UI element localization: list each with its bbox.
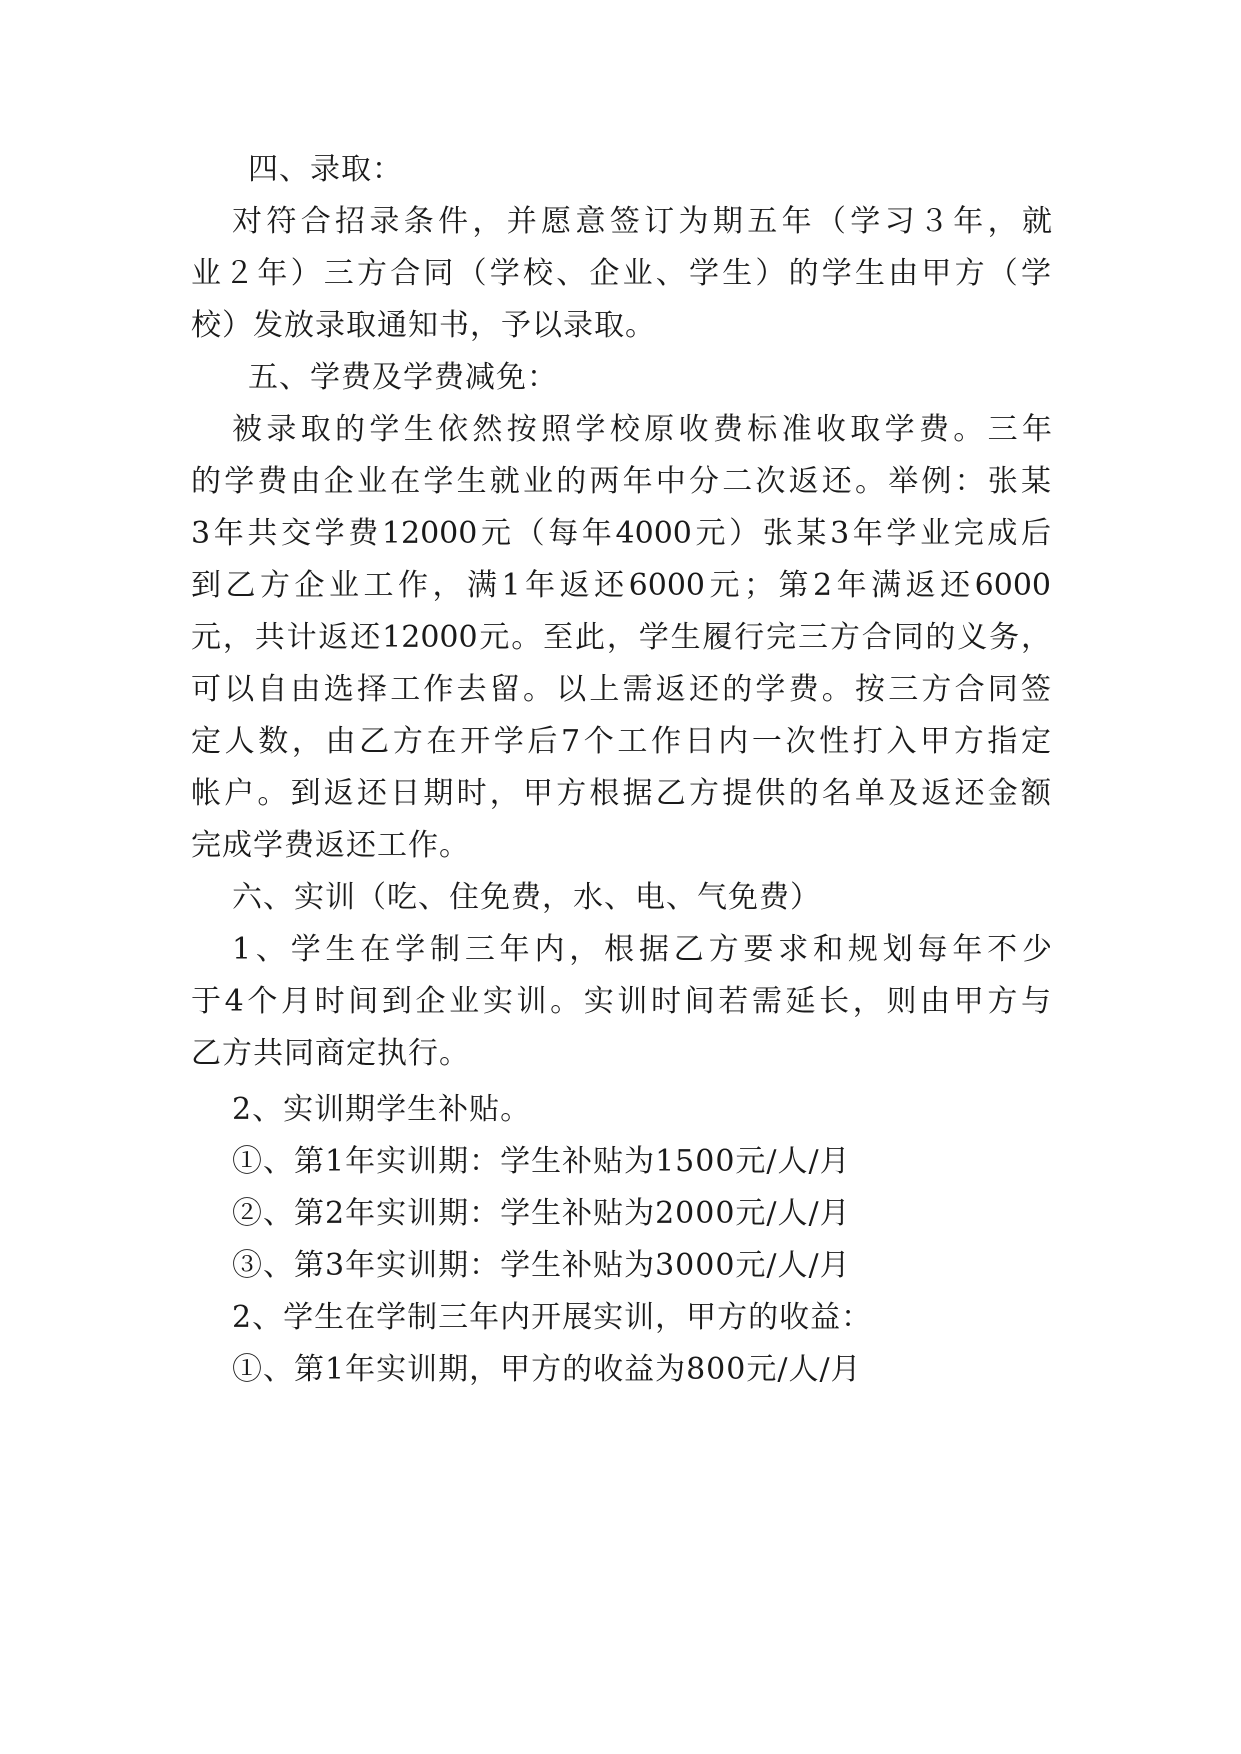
paragraph-line: 1、学生在学制三年内，根据乙方要求和规划每年不少 [232,932,1052,967]
paragraph-line: 定人数，由乙方在开学后7个工作日内一次性打入甲方指定 [191,724,1051,759]
list-item: ③、第3年实训期：学生补贴为3000元/人/月 [232,1248,851,1283]
paragraph-line: 3年共交学费12000元（每年4000元）张某3年学业完成后 [191,516,1051,551]
list-heading: 2、实训期学生补贴。 [232,1092,532,1127]
paragraph-line: 于4个月时间到企业实训。实训时间若需延长，则由甲方与 [191,984,1051,1019]
section-heading-admission: 四、录取： [248,152,403,187]
paragraph-line: 被录取的学生依然按照学校原收费标准收取学费。三年 [232,412,1052,447]
list-item: ①、第1年实训期：学生补贴为1500元/人/月 [232,1144,851,1179]
paragraph-line: 的学费由企业在学生就业的两年中分二次返还。举例：张某 [191,464,1051,499]
paragraph-line: 对符合招录条件，并愿意签订为期五年（学习３年，就 [232,204,1052,239]
list-heading: 2、学生在学制三年内开展实训，甲方的收益： [232,1300,873,1335]
section-heading-tuition: 五、学费及学费减免： [248,360,558,395]
paragraph-line: 可以自由选择工作去留。以上需返还的学费。按三方合同签 [191,672,1051,707]
paragraph-line: 帐户。到返还日期时，甲方根据乙方提供的名单及返还金额 [191,776,1051,811]
paragraph-line: 到乙方企业工作，满1年返还6000元；第2年满返还6000 [191,568,1051,603]
paragraph-line: 业２年）三方合同（学校、企业、学生）的学生由甲方（学 [191,256,1051,291]
list-item: ②、第2年实训期：学生补贴为2000元/人/月 [232,1196,851,1231]
paragraph-line: 校）发放录取通知书，予以录取。 [191,308,656,343]
section-heading-training: 六、实训（吃、住免费，水、电、气免费） [232,880,821,915]
list-item: ①、第1年实训期，甲方的收益为800元/人/月 [232,1352,862,1387]
paragraph-line: 乙方共同商定执行。 [191,1036,470,1071]
paragraph-line: 完成学费返还工作。 [191,828,470,863]
paragraph-line: 元，共计返还12000元。至此，学生履行完三方合同的义务， [191,620,1051,655]
